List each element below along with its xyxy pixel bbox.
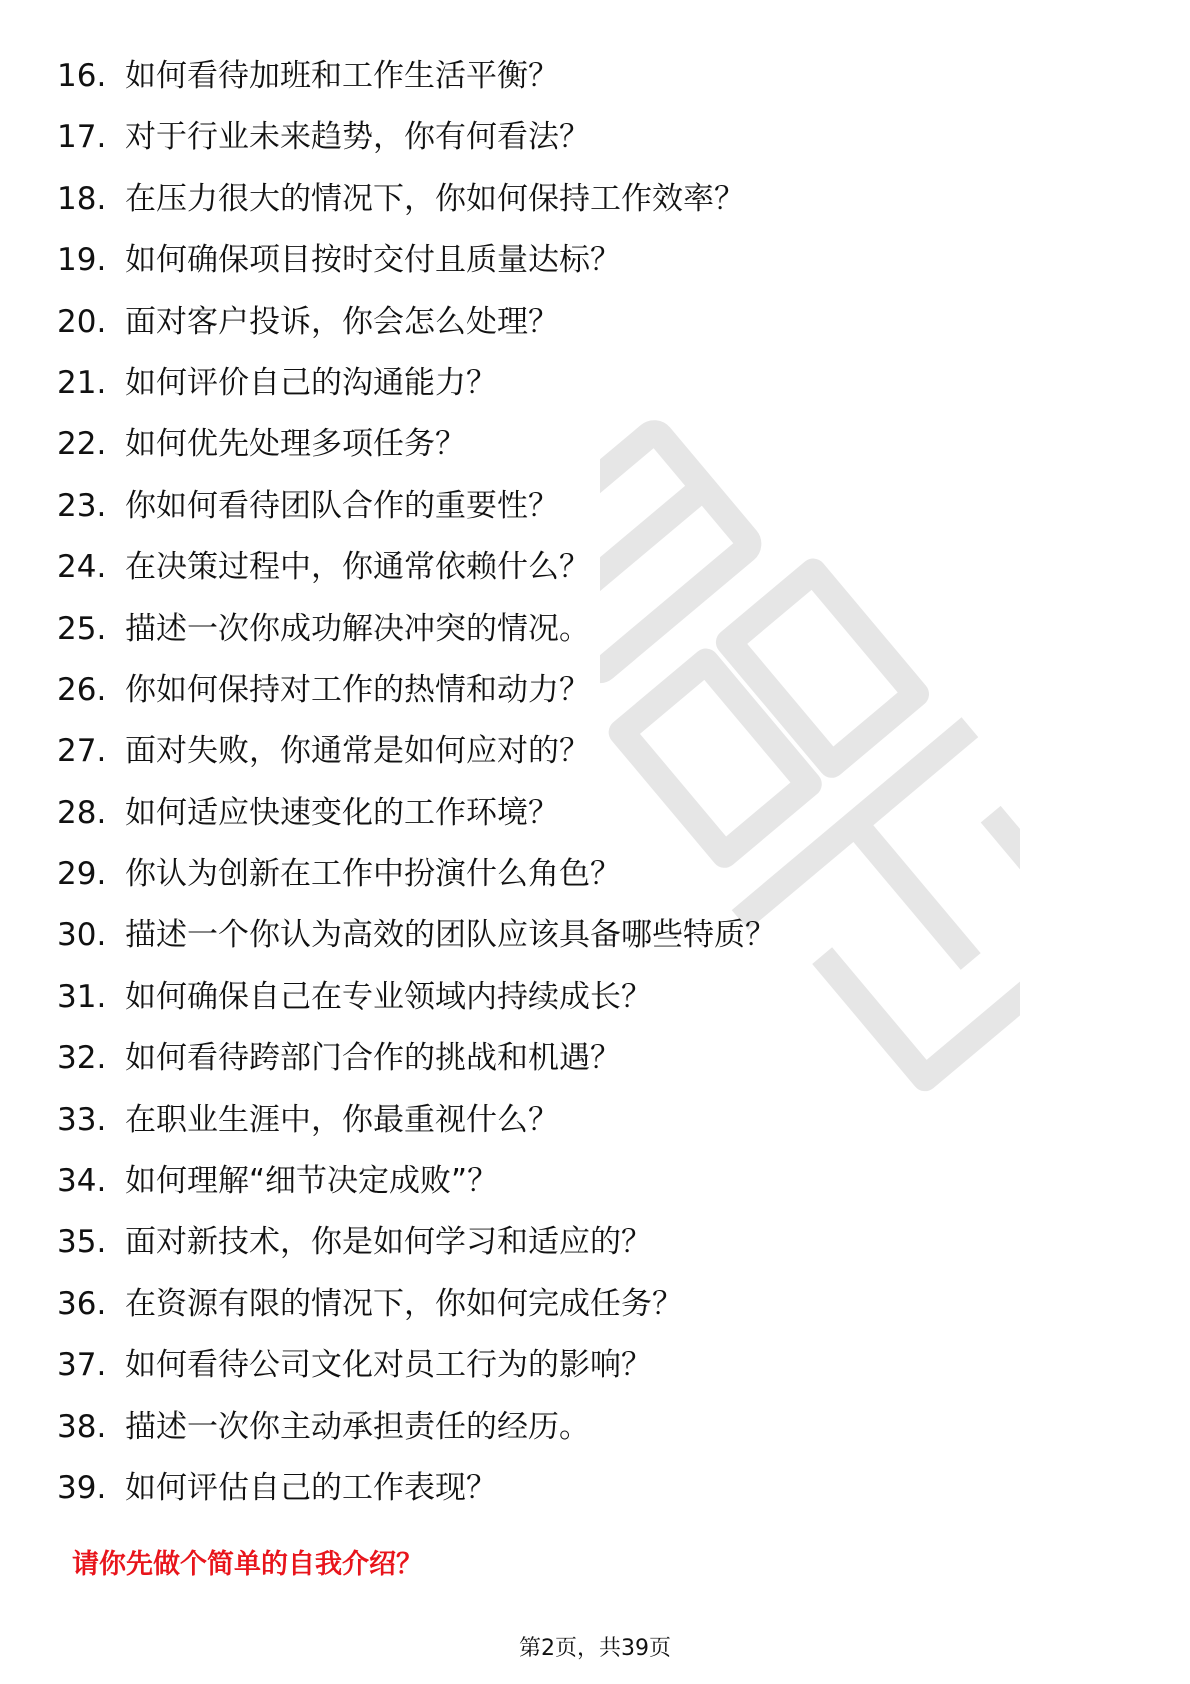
question-text: 你如何保持对工作的热情和动力？ [125,671,590,708]
question-number: 33. [57,1101,107,1138]
page-number-footer: 第2页，共39页 [519,1636,671,1661]
question-number: 30. [57,917,107,954]
question-item [0,46,1190,107]
question-number: 36. [57,1285,107,1322]
question-item [0,660,1190,721]
question-number: 17. [57,119,107,156]
question-item [0,967,1190,1028]
question-item [0,1335,1190,1396]
question-text: 在资源有限的情况下，你如何完成任务？ [125,1285,683,1322]
question-number: 16. [57,58,107,94]
question-number: 21. [57,364,107,401]
question-text: 如何看待公司文化对员工行为的影响？ [125,1347,652,1384]
question-text: 如何评价自己的沟通能力？ [125,364,497,401]
question-item [0,537,1190,598]
question-number: 19. [57,242,107,279]
question-text: 描述一个你认为高效的团队应该具备哪些特质？ [125,917,776,954]
question-text: 在压力很大的情况下，你如何保持工作效率？ [125,180,745,217]
question-text: 你如何看待团队合作的重要性？ [125,487,559,524]
question-item [0,1151,1190,1212]
question-item [0,1212,1190,1273]
question-number: 26. [57,671,107,708]
question-text: 对于行业未来趋势，你有何看法？ [125,119,590,156]
question-item [0,1458,1190,1519]
question-item [0,414,1190,475]
question-text: 描述一次你成功解决冲突的情况。 [125,610,590,647]
question-number: 18. [57,180,107,217]
question-item [0,107,1190,168]
question-item [0,353,1190,414]
question-text: 如何确保项目按时交付且质量达标？ [125,242,621,279]
question-item [0,844,1190,905]
question-number: 25. [57,610,107,647]
question-number: 27. [57,733,107,770]
question-text: 如何理解“细节决定成败”？ [125,1163,499,1200]
question-number: 31. [57,978,107,1015]
question-text: 如何优先处理多项任务？ [125,426,466,463]
question-text: 如何适应快速变化的工作环境？ [125,794,559,831]
question-number: 23. [57,487,107,524]
question-text: 如何看待跨部门合作的挑战和机遇？ [125,1040,621,1077]
question-text: 如何评估自己的工作表现？ [125,1469,497,1506]
question-item [0,1028,1190,1089]
question-item [0,230,1190,291]
question-text: 在决策过程中，你通常依赖什么？ [125,549,590,586]
question-item [0,1397,1190,1458]
question-number: 38. [57,1408,107,1445]
question-text: 在职业生涯中，你最重视什么？ [125,1101,559,1138]
intro-question-heading: 请你先做个简单的自我介绍？ [72,1549,423,1580]
question-number: 28. [57,794,107,831]
question-number: 34. [57,1163,107,1200]
question-number: 24. [57,549,107,586]
question-number: 37. [57,1347,107,1384]
question-text: 如何看待加班和工作生活平衡？ [125,58,559,94]
question-item [0,905,1190,966]
question-number: 22. [57,426,107,463]
question-number: 32. [57,1040,107,1077]
question-number: 29. [57,856,107,893]
question-item [0,476,1190,537]
question-number: 20. [57,303,107,340]
question-number: 39. [57,1469,107,1506]
question-text: 面对新技术，你是如何学习和适应的？ [125,1224,652,1261]
question-item [0,292,1190,353]
question-text: 描述一次你主动承担责任的经历。 [125,1408,590,1445]
question-number: 35. [57,1224,107,1261]
question-item [0,721,1190,782]
question-item [0,169,1190,230]
question-item [0,1274,1190,1335]
question-text: 面对客户投诉，你会怎么处理？ [125,303,559,340]
question-text: 如何确保自己在专业领域内持续成长？ [125,978,652,1015]
question-text: 你认为创新在工作中扮演什么角色？ [125,856,621,893]
question-text: 面对失败，你通常是如何应对的？ [125,733,590,770]
question-list [0,46,1190,1519]
question-item [0,783,1190,844]
question-item [0,599,1190,660]
question-item [0,1090,1190,1151]
